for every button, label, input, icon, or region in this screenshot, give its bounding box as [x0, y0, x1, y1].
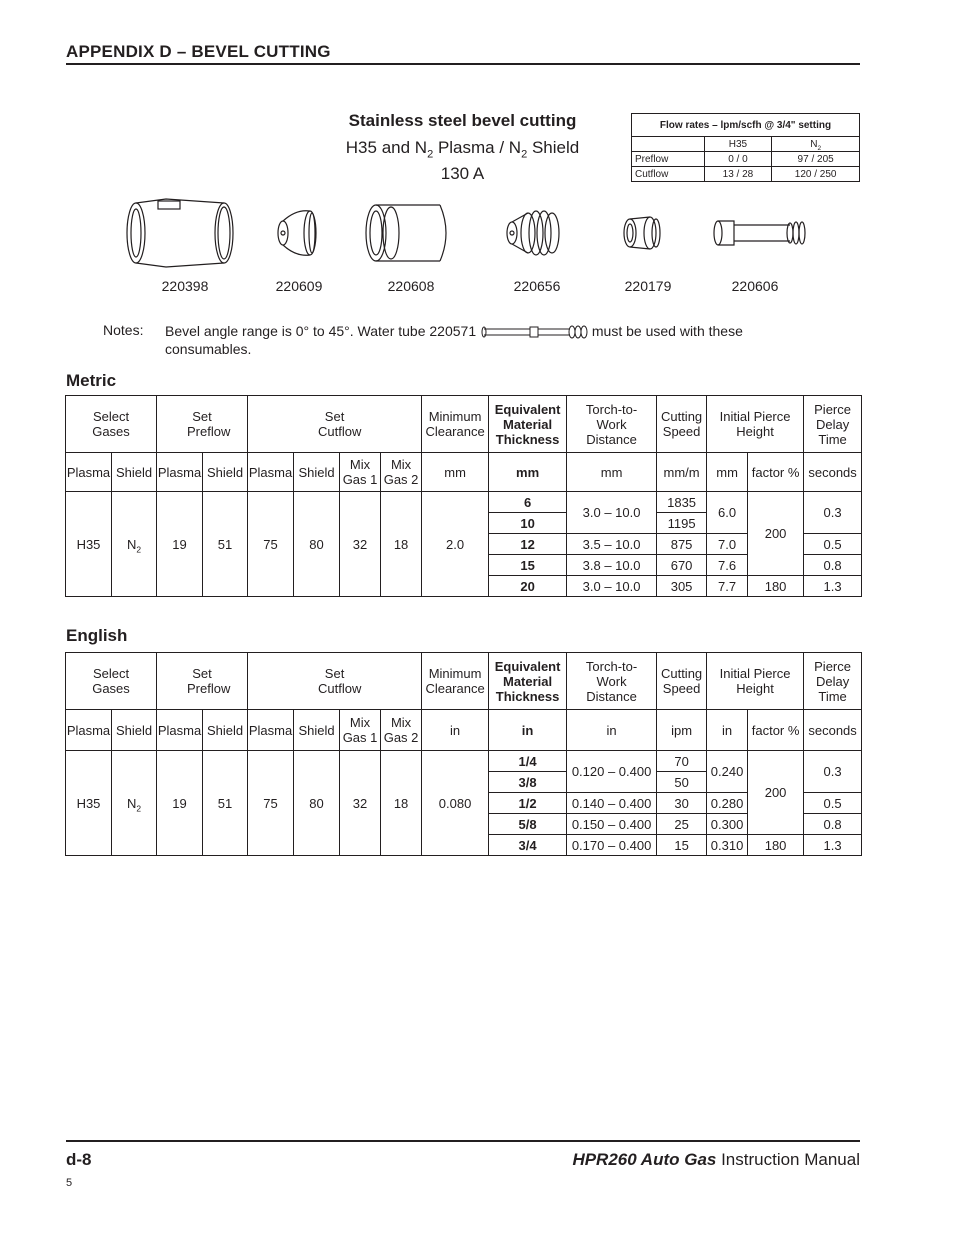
cell-mix-gas-2: 18	[381, 751, 422, 856]
cell-pierce: 7.7	[707, 576, 748, 597]
cell-speed: 30	[657, 793, 707, 814]
unit-factor: factor %	[748, 710, 804, 751]
gas-subtitle: H35 and $N_2$ Plasma / $N_2$ Shield	[345, 138, 580, 161]
cell-delay: 0.5	[804, 793, 862, 814]
hdr-set-preflow: Set Preflow	[157, 653, 248, 710]
footer-divider	[66, 1140, 860, 1142]
cell-thickness: 12	[489, 534, 567, 555]
unit-mix-gas-1: Mix Gas 1	[340, 710, 381, 751]
flow-cell: 120 / 250	[772, 167, 860, 182]
cell-preflow-shield: 51	[203, 492, 248, 597]
unit-delay: seconds	[804, 710, 862, 751]
cell-speed: 50	[657, 772, 707, 793]
hdr-select-gases: Select Gases	[66, 396, 157, 453]
unit-thickness: in	[489, 710, 567, 751]
cell-pierce: 7.6	[707, 555, 748, 576]
cell-mix-gas-1: 32	[340, 751, 381, 856]
unit-speed: mm/m	[657, 453, 707, 492]
cell-speed: 1195	[657, 513, 707, 534]
cell-mix-gas-2: 18	[381, 492, 422, 597]
hdr-initial-pierce: Initial Pierce Height	[707, 653, 804, 710]
cell-shield-gas: $N_2$	[112, 492, 157, 597]
cell-thickness: 20	[489, 576, 567, 597]
cell-thickness: 3/8	[489, 772, 567, 793]
consumables-illustration	[100, 195, 820, 277]
cell-delay: 0.3	[804, 492, 862, 534]
cell-factor: 180	[748, 576, 804, 597]
hdr-pierce-delay: Pierce Delay Time	[804, 653, 862, 710]
unit-plasma: Plasma	[66, 453, 112, 492]
cell-factor: 200	[748, 492, 804, 576]
flow-row-label: Cutflow	[632, 167, 705, 182]
hdr-initial-pierce: Initial Pierce Height	[707, 396, 804, 453]
cell-pierce: 0.280	[707, 793, 748, 814]
unit-shield: Shield	[294, 710, 340, 751]
notes-label: Notes:	[103, 322, 144, 338]
flow-row-label: Preflow	[632, 152, 705, 167]
cell-thickness: 6	[489, 492, 567, 513]
cell-preflow-shield: 51	[203, 751, 248, 856]
cell-plasma-gas: H35	[66, 751, 112, 856]
cell-distance: 0.170 – 0.400	[567, 835, 657, 856]
cell-speed: 670	[657, 555, 707, 576]
shield-icon	[278, 211, 316, 256]
cell-clearance: 0.080	[422, 751, 489, 856]
hdr-set-cutflow: Set Cutflow	[248, 653, 422, 710]
flow-rates-table	[631, 113, 860, 182]
cell-distance: 3.8 – 10.0	[567, 555, 657, 576]
part-number: 220608	[387, 278, 435, 294]
unit-delay: seconds	[804, 453, 862, 492]
flow-col-n2: $N_2$	[772, 137, 860, 152]
unit-clearance: in	[422, 710, 489, 751]
unit-mix-gas-2: Mix Gas 2	[381, 710, 422, 751]
unit-shield: Shield	[294, 453, 340, 492]
unit-distance: in	[567, 710, 657, 751]
hdr-torch-distance: Torch-to-Work Distance	[567, 396, 657, 453]
cell-thickness: 5/8	[489, 814, 567, 835]
swirl-ring-icon	[624, 217, 660, 249]
cell-distance: 3.0 – 10.0	[567, 492, 657, 534]
cell-pierce: 0.300	[707, 814, 748, 835]
hdr-set-preflow: Set Preflow	[157, 396, 248, 453]
hdr-pierce-delay: Pierce Delay Time	[804, 396, 862, 453]
part-number: 220656	[513, 278, 561, 294]
hdr-cutting-speed: Cutting Speed	[657, 653, 707, 710]
process-title: Stainless steel bevel cutting	[348, 111, 577, 130]
cell-factor: 180	[748, 835, 804, 856]
cell-delay: 0.8	[804, 555, 862, 576]
cell-thickness: 1/4	[489, 751, 567, 772]
cell-speed: 25	[657, 814, 707, 835]
cell-pierce: 0.240	[707, 751, 748, 793]
hdr-cutting-speed: Cutting Speed	[657, 396, 707, 453]
flow-cell: 97 / 205	[772, 152, 860, 167]
unit-plasma: Plasma	[248, 710, 294, 751]
cell-shield-gas: $N_2$	[112, 751, 157, 856]
electrode-icon	[714, 221, 805, 245]
part-number: 220179	[624, 278, 672, 294]
hdr-min-clearance: Minimum Clearance	[422, 653, 489, 710]
cell-speed: 70	[657, 751, 707, 772]
unit-mix-gas-2: Mix Gas 2	[381, 453, 422, 492]
cell-clearance: 2.0	[422, 492, 489, 597]
cell-distance: 0.140 – 0.400	[567, 793, 657, 814]
unit-shield: Shield	[203, 453, 248, 492]
page-number: d-8	[66, 1150, 92, 1169]
unit-pierce: mm	[707, 453, 748, 492]
part-number: 220606	[731, 278, 779, 294]
cell-cutflow-shield: 80	[294, 751, 340, 856]
page-header: APPENDIX D – BEVEL CUTTING	[66, 42, 331, 61]
cell-speed: 305	[657, 576, 707, 597]
nozzle-icon	[507, 211, 559, 255]
unit-shield: Shield	[112, 710, 157, 751]
cell-delay: 1.3	[804, 835, 862, 856]
cell-cutflow-shield: 80	[294, 492, 340, 597]
cell-preflow-plasma: 19	[157, 492, 203, 597]
cell-thickness: 1/2	[489, 793, 567, 814]
cell-delay: 0.5	[804, 534, 862, 555]
unit-distance: mm	[567, 453, 657, 492]
unit-plasma: Plasma	[157, 710, 203, 751]
english-table	[65, 652, 862, 856]
sheet-number: 5	[66, 1177, 73, 1189]
cell-thickness: 15	[489, 555, 567, 576]
cell-cutflow-plasma: 75	[248, 492, 294, 597]
unit-thickness: mm	[489, 453, 567, 492]
cell-pierce: 6.0	[707, 492, 748, 534]
unit-clearance: mm	[422, 453, 489, 492]
cell-delay: 1.3	[804, 576, 862, 597]
cell-factor: 200	[748, 751, 804, 835]
unit-mix-gas-1: Mix Gas 1	[340, 453, 381, 492]
part-number: 220398	[161, 278, 209, 294]
cell-speed: 15	[657, 835, 707, 856]
unit-shield: Shield	[203, 710, 248, 751]
flow-rates-title: Flow rates – lpm/scfh @ 3/4" setting	[632, 114, 860, 137]
unit-plasma: Plasma	[157, 453, 203, 492]
cell-distance: 3.5 – 10.0	[567, 534, 657, 555]
unit-pierce: in	[707, 710, 748, 751]
water-tube-icon	[480, 325, 588, 339]
cell-distance: 0.150 – 0.400	[567, 814, 657, 835]
hdr-eq-thickness: Equivalent Material Thickness	[489, 396, 567, 453]
cell-distance: 0.120 – 0.400	[567, 751, 657, 793]
unit-plasma: Plasma	[66, 710, 112, 751]
hdr-torch-distance: Torch-to-Work Distance	[567, 653, 657, 710]
cell-delay: 0.3	[804, 751, 862, 793]
cell-thickness: 3/4	[489, 835, 567, 856]
part-number: 220609	[275, 278, 323, 294]
cell-speed: 875	[657, 534, 707, 555]
hdr-eq-thickness: Equivalent Material Thickness	[489, 653, 567, 710]
header-divider	[66, 63, 860, 65]
flow-cell: 13 / 28	[704, 167, 772, 182]
cell-pierce: 0.310	[707, 835, 748, 856]
flow-cell: 0 / 0	[704, 152, 772, 167]
amperage: 130 A	[440, 164, 485, 183]
metric-table	[65, 395, 862, 597]
english-section-title: English	[66, 626, 128, 645]
notes-text: Bevel angle range is 0° to 45°. Water tube 220571 must be used with these consumables.	[165, 323, 743, 357]
cell-cutflow-plasma: 75	[248, 751, 294, 856]
cell-distance: 3.0 – 10.0	[567, 576, 657, 597]
manual-title: HPR260 Auto Gas Instruction Manual	[572, 1150, 860, 1169]
hdr-set-cutflow: Set Cutflow	[248, 396, 422, 453]
cell-plasma-gas: H35	[66, 492, 112, 597]
cell-thickness: 10	[489, 513, 567, 534]
cell-mix-gas-1: 32	[340, 492, 381, 597]
cell-delay: 0.8	[804, 814, 862, 835]
cell-speed: 1835	[657, 492, 707, 513]
cell-preflow-plasma: 19	[157, 751, 203, 856]
hdr-min-clearance: Minimum Clearance	[422, 396, 489, 453]
unit-plasma: Plasma	[248, 453, 294, 492]
unit-factor: factor %	[748, 453, 804, 492]
shield-cap-icon	[127, 199, 233, 267]
hdr-select-gases: Select Gases	[66, 653, 157, 710]
metric-section-title: Metric	[66, 371, 117, 390]
unit-shield: Shield	[112, 453, 157, 492]
cell-pierce: 7.0	[707, 534, 748, 555]
unit-speed: ipm	[657, 710, 707, 751]
flow-blank	[632, 137, 705, 152]
flow-col-h35: H35	[704, 137, 772, 152]
retaining-cap-icon	[366, 205, 446, 261]
